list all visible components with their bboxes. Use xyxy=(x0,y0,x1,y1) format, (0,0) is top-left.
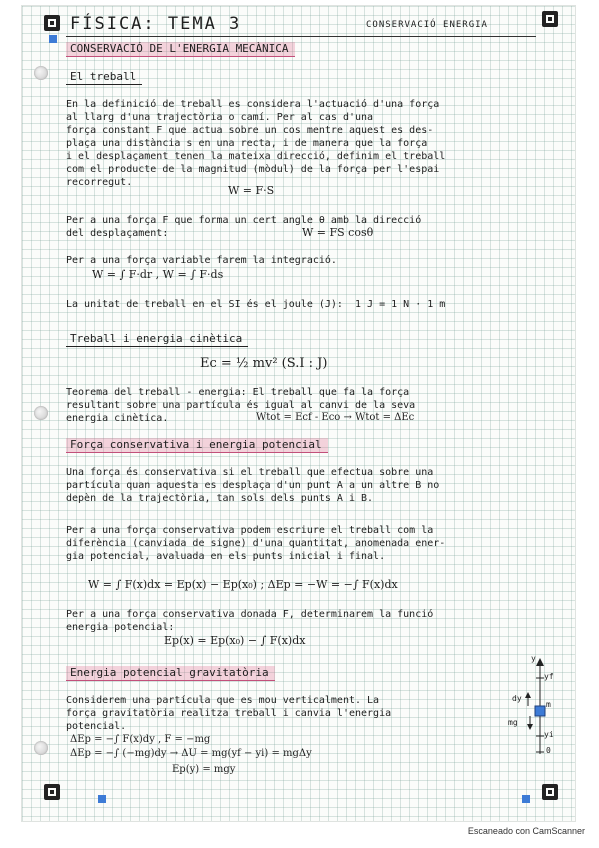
corner-marker-top-left xyxy=(44,15,60,31)
variable-force-text: Per a una força variable farem la integració. xyxy=(66,255,337,266)
topic-label: CONSERVACIÓ ENERGIA xyxy=(366,20,488,30)
formula-potential-function: Ep(x) = Ep(x₀) − ∫ F(x)dx xyxy=(164,634,306,647)
treball-definition: En la definició de treball es considera l'actuació d'una força al llarg d'una trajectòria o camí. Per al cas d'una força constant F que actua sobre un cos mentre aquest es des- plaça una distància s en una recta, i de manera que la força i el desplaçament tenen la mateixa direcció, definim el treball com el producte de la magnitud (mòdul) de la força per l'espai recorregut. xyxy=(66,99,446,188)
gravity-diagram xyxy=(500,654,570,764)
page-title: FÍSICA: TEMA 3 xyxy=(70,14,242,34)
corner-marker-top-right xyxy=(542,11,558,27)
corner-marker-bottom-left xyxy=(44,784,60,800)
diagram-label-dy: dy xyxy=(512,694,522,703)
formula-theorem: Wtot = Ecf - Eco → Wtot = ΔEc xyxy=(256,412,415,423)
section-heading-gravitatoria: Energia potencial gravitatòria xyxy=(66,666,275,681)
formula-gravity-2: ΔEp = −∫ (−mg)dy → ΔU = mg(yf − yi) = mgΔy xyxy=(70,748,312,759)
main-heading: CONSERVACIÓ DE L'ENERGIA MECÀNICA xyxy=(66,42,295,57)
notebook-page xyxy=(22,6,575,821)
section-heading-conservativa: Força conservativa i energia potencial xyxy=(66,438,328,453)
binder-hole xyxy=(34,66,48,80)
binder-hole xyxy=(34,741,48,755)
y-axis-arrowhead xyxy=(536,658,544,666)
gravity-text: Considerem una partícula que es mou verticalment. La força gravitatòria realitza treball i canvia l'energia potencial. xyxy=(66,695,392,732)
potential-function-text: Per a una força conservativa donada F, determinarem la funció energia potencial: xyxy=(66,609,434,633)
mass-block xyxy=(535,706,545,716)
section-heading-cinetica: Treball i energia cinètica xyxy=(66,332,248,347)
conservative-definition: Una força és conservativa si el treball que efectua sobre una partícula quan aquesta es desplaça d'un punt A a un altre B no depèn de la trajectòria, tan sols dels punts A i B. xyxy=(66,467,440,504)
formula-work-angle: W = FS cosθ xyxy=(302,226,374,239)
binder-hole xyxy=(34,406,48,420)
diagram-label-origin: 0 xyxy=(546,746,551,755)
diagram-label-y: y xyxy=(531,654,536,663)
conservative-work-text: Per a una força conservativa podem escriure el treball com la diferència (canviada de signe) d'una quantitat, anomenada ener- gia potencial, avaluada en els punts inicial i final. xyxy=(66,525,446,562)
angle-text: Per a una força F que forma un cert angle θ amb la direcció del desplaçament: xyxy=(66,215,422,239)
formula-gravity-1: ΔEp = −∫ F(x)dy , F = −mg xyxy=(70,734,211,745)
scanner-watermark: Escaneado con CamScanner xyxy=(467,826,585,836)
diagram-label-yf: yf xyxy=(544,672,554,681)
work-unit-text: La unitat de treball en el SI és el joule (J): 1 J = 1 N · 1 m xyxy=(66,299,446,310)
header-divider xyxy=(66,36,536,37)
section-heading-treball: El treball xyxy=(66,70,142,85)
diagram-label-yi: yi xyxy=(544,730,554,739)
diagram-label-m: m xyxy=(546,700,551,709)
formula-gravity-3: Ep(y) = mgy xyxy=(172,764,236,775)
dy-arrowhead xyxy=(525,692,531,698)
work-energy-theorem: Teorema del treball - energia: El treball que fa la força resultant sobre una partícula és igual al canvi de la seva energia cinètica. xyxy=(66,387,416,424)
gravity-arrowhead xyxy=(527,724,533,730)
formula-kinetic-energy: Ec = ½ mv² (S.I : J) xyxy=(200,356,328,371)
blue-marker xyxy=(49,35,57,43)
formula-work-integral: W = ∫ F·dr , W = ∫ F·ds xyxy=(92,268,224,281)
formula-work-basic: W = F·S xyxy=(228,184,275,197)
formula-potential-work: W = ∫ F(x)dx = Ep(x) − Ep(x₀) ; ΔEp = −W = −∫ F(x)dx xyxy=(88,578,398,591)
blue-marker xyxy=(98,795,106,803)
diagram-label-mg: mg xyxy=(508,718,518,727)
corner-marker-bottom-right xyxy=(542,784,558,800)
blue-marker xyxy=(522,795,530,803)
